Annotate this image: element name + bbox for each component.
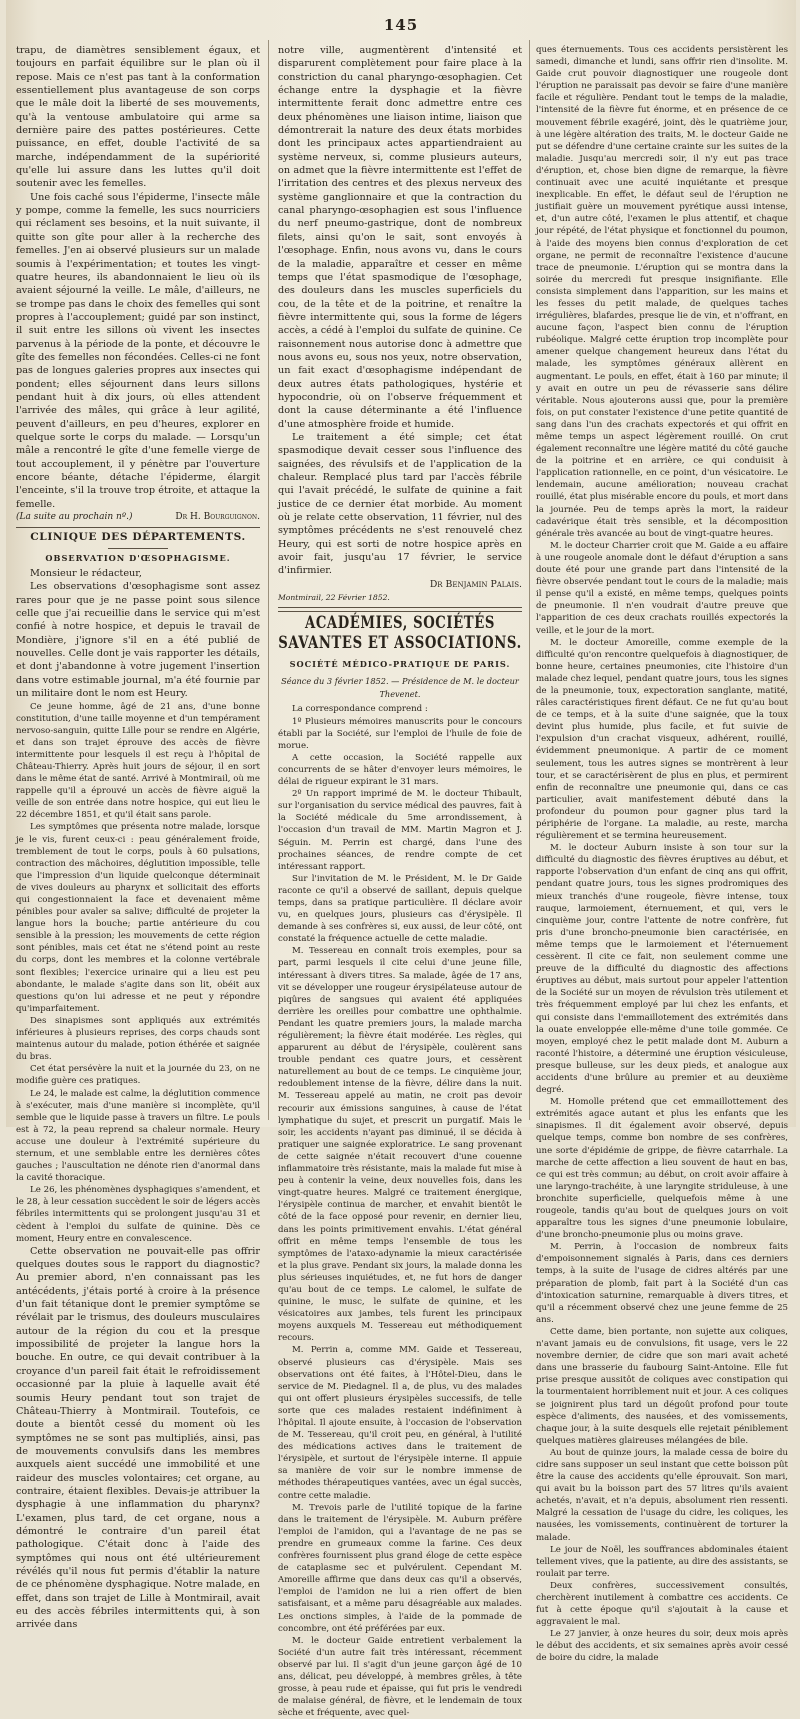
column-3 <box>536 44 788 1664</box>
dateline: Montmirail, 22 Février 1852. <box>278 593 390 603</box>
paragraph: Le jour de Noël, les souffrances abdominales étaient tellement vives, que la patiente, au dire des assistants, se roulait par terre. <box>536 1544 788 1579</box>
paragraph: Le 24, le malade est calme, la déglutition commence à s'exécuter, mais d'une manière si incomplète, qu'il semble que le liquide passe à travers un filtre. Le pouls est à 72, la peau reprend sa chaleur normale. Heury accuse une douleur à l'extrémité supérieure du sternum, et une semblable entre les dernières côtes gauches ; l'auscultation ne dénote rien d'anormal dans la cavité thoracique. <box>16 1088 260 1184</box>
paragraph: M. Trevois parle de l'utilité topique de la farine dans le traitement de l'érysipèle. M. Auburn préfère l'emploi de l'amidon, qui a l'avantage de ne pas se prendre en grumeaux comme la farine. Ces deux confrères fournissent plus grand éloge de cette espèce de cataplasme sec et pulvérulent. Cependant M. Amoreille affirme que dans deux cas qu'il a observés, l'emploi de l'amidon ne lui a rien offert de bien satisfaisant, et a même paru désagréable aux malades. Les onctions simples, à l'aide de la pommade de concombre, ont été préférées par eux. <box>278 1502 522 1634</box>
paragraph: La correspondance comprend : <box>292 704 428 715</box>
author-signature: Dr Benjamin Palais. <box>429 578 522 590</box>
paragraph: Sur l'invitation de M. le Président, M. le Dr Gaide raconte ce qu'il a observé de saillant, depuis quelque temps, dans sa pratique particulière. Il déclare avoir vu, en quelques jours, plusieurs cas d'érysipèle. Il demande à ses confrères si, eux aussi, de leur côté, ont constaté la fréquence actuelle de cette maladie. <box>278 873 522 945</box>
paragraph: M. Perrin, à l'occasion de nombreux faits d'empoisonnement signalés à Paris, dans ces derniers temps, à la suite de l'usage de cidres altérés par une préparation de plomb, fait part à la Société d'un cas d'intoxication saturnine, remarquable à divers titres, et qu'il a récemment observé chez une jeune femme de 25 ans. <box>536 1242 788 1325</box>
column-1 <box>16 44 260 1631</box>
paragraph: Les symptômes que présenta notre malade, lorsque je le vis, furent ceux-ci : peau généralement froide, tremblement de tout le corps, pouls à 60 pulsations, contraction des mâchoires, déglutition impossible, telle que l'impression d'un liquide quelconque déterminait de vives douleurs au pharynx et sollicitait des efforts qui congestionnaient la face et devenaient même pénibles pour avaler sa salive; difficulté de projeter la langue hors la bouche; partie antérieure du cou sensible à la pression; les mouvements de cette région sont pénibles, mais cet état ne s'étend point au reste du corps, dont les membres et la colonne vertébrale sont flexibles; l'exercice urinaire qui a lieu est peu abondante, le malade s'agite dans son lit, obéit aux questions qu'on lui adresse et ne peut y répondre qu'imparfaitement. <box>16 822 260 1014</box>
paragraph: M. le docteur Amoreille, comme exemple de la difficulté qu'on rencontre quelquefois à diagnostiquer, de bonne heure, certaines pneumonies, cite l'histoire d'un malade chez lequel, pendant quatre jours, tous les signes de la pneumonie, toux, expectoration sanglante, matité, râles caractéristiques firent défaut. Ce ne fut qu'au bout de ce temps, et à la suite d'une saignée, que la toux devint plus humide, plus facile, et fut suivie de l'expulsion d'un crachat visqueux, adhérent, rouillé, évidemment pneumonique. A partir de ce moment seulement, tous les autres signes se montrèrent à leur tour, et se caractérisèrent de plus en plus, et permirent enfin de reconnaître une pneumonie qui, dans ce cas particulier, avait manifestement débuté dans la profondeur du poumon pour gagner plus tard la périphérie de l'organe. La maladie, au reste, marcha régulièrement et se termina heureusement. <box>536 637 788 842</box>
paragraph: Le traitement a été simple; cet état spasmodique devait cesser sous l'influence des saignées, des révulsifs et de l'application de la chaleur. Remplacé plus tard par l'accès fébrile qui l'avait précédé, le sulfate de quinine a fait justice de ce dernier état morbide. Au moment où je relate cette observation, 11 février, nul des symptômes précédents ne s'est renouvelé chez Heury, qui est sorti de notre hospice après en avoir fait, jusqu'au 17 février, le service d'infirmier. <box>278 431 522 577</box>
paragraph: Des sinapismes sont appliqués aux extrémités inférieures à plusieurs reprises, des corps chauds sont maintenus autour du malade, potion éthérée et saignée du bras. <box>16 1015 260 1063</box>
paragraph: Cette dame, bien portante, non sujette aux coliques, n'avant jamais eu de convulsions, fit usage, vers le 22 novembre dernier, de cidre que son mari avait acheté dans une brasserie du faubourg Saint-Antoine. Elle fut prise presque aussitôt de coliques avec constipation qui la tourmentaient horriblement nuit et jour. A ces coliques se joignirent plus tard un dégoût profond pour toute espèce d'aliments, des nausées, et des vomissements, chaque jour, à la suite desquels elle rejetait péniblement quelques matières glaireuses mélangées de bile. <box>536 1326 788 1446</box>
page-number: 145 <box>383 16 419 34</box>
paragraph: Le 27 janvier, à onze heures du soir, deux mois après le début des accidents, et six semaines après avoir cessé de boire du cidre, la malade <box>536 1629 788 1664</box>
salutation: Monsieur le rédacteur, <box>30 568 142 580</box>
paragraph: M. Perrin a, comme MM. Gaide et Tessereau, observé plusieurs cas d'érysipèle. Mais ses observations ont été faites, à l'Hôtel-Dieu, dans le service de M. Piedagnel. Il a, de plus, vu des malades qui ont offert plusieurs érysipèles successifs, de telle sorte que ces malades restaient indéfiniment à l'hôpital. Il ajoute ensuite, à l'occasion de l'observation de M. Tessereau, qu'il croit peu, en général, à l'utilité des médications actives dans le traitement de l'érysipèle, et surtout de l'érysipèle interne. Il appuie sa manière de voir sur le nombre immense de méthodes thérapeutiques vantées, avec un égal succès, contre cette maladie. <box>278 1345 522 1501</box>
paragraph: M. Tessereau en connaît trois exemples, pour sa part, parmi lesquels il cite celui d'une jeune fille, intéressant à divers titres. Sa malade, âgée de 17 ans, vit se développer une rougeur érysipélateuse autour de piqûres de sangsues qui avaient été appliquées derrière les oreilles pour combattre une ophthalmie. Pendant les quatre premiers jours, la malade marcha régulièrement; la fièvre était modérée. Les règles, qui apparurent au début de l'érysipèle, coulèrent sans trouble pendant ces quatre jours, et cessèrent naturellement au bout de ce temps. Le cinquième jour, redoublement intense de la fièvre, délire dans la nuit. M. Tessereau appelé au matin, ne croit pas devoir recourir aux émissions sanguines, à cause de l'état lymphatique du sujet, et prescrit un purgatif. Mais le soir, les accidents n'ayant pas diminué, il se décida à pratiquer une saignée exploratrice. Le sang provenant de cette saignée n'était recouvert d'une couenne inflammatoire très résistante, mais la malade fut mise à peu à contenir la veine, deux nouvelles fois, dans les vingt-quatre heures. Malgré ce traitement énergique, l'érysipèle continua de marcher, et envahit bientôt le côté de la face opposé pour revenir, en dernier lieu, dans les points primitivement envahis. L'état général offrit en même temps l'ensemble de tous les symptômes de l'ataxo-adynamie la mieux caractérisée et la plus grave. Pendant six jours, la malade donna les plus sérieuses inquiétudes, et, ne fut hors de danger qu'au bout de ce temps. Le calomel, le sulfate de quinine, le musc, le sulfate de quinine, et les vésicatoires aux jambes, tels furent les principaux moyens auxquels M. Tessereau eut méthodiquement recours. <box>278 946 522 1344</box>
paragraph: M. le docteur Gaide entretient verbalement la Société d'un autre fait très intéressant, récemment observé par lui. Il s'agit d'un jeune garçon âgé de 10 ans, délicat, peu développé, à membres grêles, à tête grosse, à peau rude et épaisse, qui fut pris le vendredi de malaise général, de fièvre, et le lendemain de toux sèche et fréquente, avec quel- <box>278 1635 522 1719</box>
paragraph: M. Homolle prétend que cet emmaillottement des extrémités agace autant et plus les enfants que les sinapismes. Il dit également avoir observé, depuis quelque temps, comme bon nombre de ses confrères, une sorte d'épidémie de grippe, de fièvre catarrhale. La marche de cette affection a lieu souvent de haut en bas, ce qui est très commun; au début, on croit avoir affaire à une laryngo-trachéite, à une laryngite striduleuse, à une bronchite superficielle, quelquefois même à une rougeole, tandis qu'au bout de quelques jours on voit apparaître tous les signes d'une pneumonie lobulaire, d'une broncho-pneumonie plus ou moins grave. <box>536 1097 788 1241</box>
section-title: ACADÉMIES, SOCIÉTÉS SAVANTES ET ASSOCIATIONS. <box>278 614 522 654</box>
continued-note: (La suite au prochain nº.) <box>16 512 133 523</box>
paragraph: Deux confrères, successivement consultés, cherchèrent inutilement à combattre ces accidents. Ce fut à cette époque qu'il s'ajoutait à la cause et aggravaient le mal. <box>536 1580 788 1628</box>
subsection-title: OBSERVATION D'ŒSOPHAGISME. <box>45 552 231 563</box>
paragraph: trapu, de diamètres sensiblement égaux, et toujours en parfait équilibre sur le plan où il repose. Mais ce n'est pas tant à la conformation essentiellement plus avantageuse de son corps que le mâle doit la liberté de ses mouvements, qu'à la ventouse ambulatoire qui arme sa dernière paire des pattes postérieures. Cette puissance, en effet, double l'activité de sa marche, indépendamment de la supériorité qu'elle lui assure dans les luttes qu'il doit soutenir avec les femelles. <box>16 45 260 190</box>
paragraph: notre ville, augmentèrent d'intensité et disparurent complètement pour faire place à la constriction du canal pharyngo-œsophagien. Cet échange entre la dysphagie et la fièvre intermittente ferait donc admettre entre ces deux phénomènes une liaison intime, liaison que démontrerait la nature des deux états morbides dont les principaux actes appartiendraient au système nerveux, si, comme plusieurs auteurs, on admet que la fièvre intermittente est l'effet de l'irritation des centres et des plexus nerveux des système ganglionnaire et que la contraction du canal pharyngo-œsophagien est sous l'influence du nerf pneumo-gastrique, dont de nombreux filets, ainsi qu'on le sait, sont envoyés à l'œsophage. Enfin, nous avons vu, dans le cours de la maladie, apparaître et cesser en même temps que l'état spasmodique de l'œsophage, des douleurs dans les muscles superficiels du cou, de la tête et de la poitrine, et renaître la fièvre intermittente qui, sous la forme de légers accès, a cédé à l'emploi du sulfate de quinine. Ce raisonnement nous autorise donc à admettre que nous avons eu, sous nos yeux, notre observation, un fait exact d'œsophagisme indépendant de deux autres états pathologiques, hystérie et hypocondrie, où on l'observe fréquemment et dont la cause déterminante a été l'influence d'une atmosphère froide et humide. <box>278 45 522 430</box>
author-signature: Dr H. Bourguignon. <box>175 512 260 523</box>
paragraph: Une fois caché sous l'épiderme, l'insecte mâle y pompe, comme la femelle, les sucs nourriciers qui réclament ses besoins, et la nuit suivante, il quitte son gîte pour aller à la recherche des femelles. J'en ai observé plusieurs sur un malade soumis à l'expérimentation; et toutes les vingt-quatre heures, ils abandonnaient le lieu où ils avaient séjourné la veille. Le mâle, d'ailleurs, ne se trompe pas dans le choix des femelles qui sont propres à l'accouplement; guidé par son instinct, il suit entre les sillons où vivent les insectes parvenus à la période de la ponte, et découvre le gîte des femelles non fécondées. Celles-ci ne font pas de longues galeries propres aux insectes qui pondent; elles séjournent dans leurs sillons pendant huit à dix jours, où elles attendent l'arrivée des mâles, qui grâce à leur agilité, peuvent d'ailleurs, en peu d'heures, explorer en quelque sorte le corps du malade. — Lorsqu'un mâle a rencontré le gîte d'une femelle vierge de tout accouplement, il y pénètre par l'ouverture encore béante, détache l'épiderme, élargit l'enceinte, s'il la trouve trop étroite, et attaque la femelle. <box>16 191 260 510</box>
paragraph: Cet état persévère la nuit et la journée du 23, on ne modifie guère ces pratiques. <box>16 1064 260 1087</box>
divider <box>16 527 260 528</box>
paragraph: Cette observation ne pouvait-elle pas offrir quelques doutes sous le rapport du diagnostic? Au premier abord, n'en connaissant pas les antécédents, j'étais porté à croire à la présence d'un fait tétanique dont le premier symptôme se révélait par le trismus, des douleurs musculaires autour de la région du cou et la presque impossibilité de projeter la langue hors la bouche. En outre, ce qui devait contribuer à la croyance d'un pareil fait était le refroidissement occasionné par la pluie à laquelle avait été soumis Heury pendant tout son trajet de Château-Thierry à Montmirail. Toutefois, ce doute a bientôt cessé du moment où les symptômes ne se sont pas multipliés, ainsi, pas de mouvements convulsifs dans les membres auxquels aient succédé une immobilité et une raideur des muscles volontaires; cet organe, au contraire, étaient flexibles. Devais-je attribuer la dysphagie à une inflammation du pharynx? L'examen, plus tard, de cet organe, nous a démontré le contraire d'un pareil état pathologique. C'était donc à l'aide des symptômes qui nous ont été ultérieurement révélés qu'il nous fut permis d'établir la nature de ce phénomène dysphagique. Notre malade, en effet, dans son trajet de Lille à Montmirail, avait eu des accès fébriles intermittents qui, à son arrivée dans <box>16 1245 260 1631</box>
paragraph: M. le docteur Charrier croit que M. Gaide a eu affaire à une rougeole anomale dont le défaut d'éruption a sans doute été pour une grande part dans l'intensité de la fièvre observée pendant tout le cours de la maladie; mais il pense qu'il a existé, en même temps, quelques points de pneumonie. Il n'en voudrait d'autre preuve que l'apparition de ces deux crachats rouillés expectorés la veille, et le jour de la mort. <box>536 540 788 636</box>
paragraph: 1º Plusieurs mémoires manuscrits pour le concours établi par la Société, sur l'emploi de l'huile de foie de morue. <box>278 716 522 751</box>
newspaper-page <box>6 0 796 1719</box>
paragraph: M. le docteur Auburn insiste à son tour sur la difficulté du diagnostic des fièvres éruptives au début, et rapporte l'observation d'un enfant de cinq ans qui offrit, pendant quatre jours, tous les signes prodromiques des mieux tranchés d'une rougeole, fièvre intense, toux rauque, larmoiement, éternuement, et qui, vers le cinquième jour, contre l'attente de notre confrère, fut pris d'une broncho-pneumonie bien caractérisée, en même temps que le larmoiement et l'éternuement cessèrent. Il cite ce fait, non seulement comme une preuve de la difficulté du diagnostic des affections éruptives au début, mais surtout pour appeler l'attention de la Société sur un moyen de révulsion très utilement et très fréquemment employé par lui chez les enfants, et qui consiste dans l'emmaillotement des extrémités dans la ouate enveloppée elle-même d'une toile gommée. Ce moyen, employé chez le petit malade dont M. Auburn a raconté l'histoire, a déterminé une éruption vésiculeuse, presque bulleuse, sur les deux pieds, et analogue aux accidents d'une brûlure au premier et au deuxième degré. <box>536 843 788 1096</box>
column-rule <box>268 40 269 1120</box>
continuation-line <box>16 511 260 524</box>
column-rule <box>529 40 530 1120</box>
paragraph: Le 26, les phénomènes dysphagiques s'amendent, et le 28, à leur cessation succèdent le soir de légers accès fébriles intermittents qui se prolongent jusqu'au 31 et cèdent à l'emploi du sulfate de quinine. Dès ce moment, Heury entre en convalescence. <box>16 1185 260 1244</box>
subsection-title: SOCIÉTÉ MÉDICO-PRATIQUE DE PARIS. <box>289 659 511 670</box>
paragraph: ques éternuements. Tous ces accidents persistèrent les samedi, dimanche et lundi, sans offrir rien d'insolite. M. Gaide crut pouvoir diagnostiquer une rougeole dont l'éruption ne paraissait pas devoir se faire d'une manière facile et régulière. Pendant tout le temps de la maladie, l'intensité de la fièvre fut énorme, et en présence de ce mouvement fébrile exagéré, joint, dès le quatrième jour, à une légère altération des traits, M. le docteur Gaide ne put se défendre d'une certaine crainte sur les suites de la maladie. Jusqu'au mercredi soir, il n'y eut pas trace d'éruption, et, chose bien digne de remarque, la fièvre continuait avec une acuité inquiétante et presque inexplicable. En effet, le défaut seul de l'éruption ne justifiait guère un mouvement pyrétique aussi intense, et, d'un autre côté, l'examen le plus attentif, et chaque jour répété, de l'état physique et fonctionnel du poumon, à l'aide des moyens bien connus d'exploration de cet organe, ne permit de reconnaître l'existence d'aucune trace de pneumonie. L'éruption qui se montra dans la soirée du mercredi fut presque insignifiante. Elle consista simplement dans l'apparition, sur les mains et les fesses du petit malade, de quelques taches irrégulières, blafardes, presque lie de vin, et n'offrant, en aucune façon, l'aspect bien connu de l'éruption rubéolique. Malgré cette éruption trop incomplète pour amener quelque changement heureux dans l'état du malade, les symptômes généraux allèrent en augmentant. Le pouls, en effet, était à 160 par minute; il y avait en outre un peu de révasserie sans délire véritable. Nous ajouterons aussi que, pour la première fois, on put constater l'existence d'une petite quantité de sang dans l'un des crachats expectorés et qui offrit en même temps un aspect légèrement rouillé. On crut également reconnaître une légère matité du côté gauche de la poitrine et en arrière, ce qui conduisit à l'application rationnelle, en ce point, d'un vésicatoire. Le lendemain, aucune amélioration; nouveau crachat rouillé, état plus misérable encore du pouls, et mort dans la journée. Peu de temps après la mort, la raideur cadavérique était très sensible, et la décomposition générale très avancée au bout de vingt-quatre heures. <box>536 45 788 539</box>
paragraph: A cette occasion, la Société rappelle aux concurrents de se hâter d'envoyer leurs mémoires, le délai de rigueur expirant le 31 mars. <box>278 752 522 788</box>
paragraph: Ce jeune homme, âgé de 21 ans, d'une bonne constitution, d'une taille moyenne et d'un tempérament nervoso-sanguin, quitte Lille pour se rendre en Algérie, et dans son trajet éprouve des accès de fièvre intermittente pour lesquels il est reçu à l'hôpital de Château-Thierry. Après huit jours de séjour, il en sort dans le même état de santé. Arrivé à Montmirail, où me rappelle qu'il a éprouvé un accès de fièvre aiguë la veille de son entrée dans notre hospice, qui eut lieu le 22 décembre 1851, et qu'il était sans parole. <box>16 701 260 821</box>
section-title: CLINIQUE DES DÉPARTEMENTS. <box>30 531 246 544</box>
divider <box>108 548 168 549</box>
paragraph: Les observations d'œsophagisme sont assez rares pour que je ne passe point sous silence celle que j'ai recueillie dans le service qui m'est confié à notre hospice, et depuis le travail de Mondière, j'ignore s'il en a été publié de nouvelles. Celle dont je vais rapporter les détails, et dont j'abandonne à votre jugement l'insertion dans votre estimable journal, m'a été fournie par un militaire dont le nom est Heury. <box>16 581 260 700</box>
divider <box>278 607 522 612</box>
column-2 <box>278 44 522 1719</box>
paragraph: Au bout de quinze jours, la malade cessa de boire du cidre sans supposer un seul instant que cette boisson pût être la cause des accidents qu'elle éprouvait. Son mari, qui avait bu la boisson part des 57 litres qu'ils avaient achetés, n'avait, et n'a depuis, absolument rien ressenti. Malgré la cessation de l'usage du cidre, les coliques, les nausées, les vomissements, continuèrent de torturer la malade. <box>536 1447 788 1543</box>
paragraph: 2º Un rapport imprimé de M. le docteur Thibault, sur l'organisation du service médical des pauvres, fait à la Société médicale du 5me arrondissement, à l'occasion d'un travail de MM. Martin Magron et J. Séguin. M. Perrin est chargé, dans l'une des prochaines séances, de rendre compte de cet intéressant rapport. <box>278 789 522 872</box>
session-info: Séance du 3 février 1852. — Présidence de M. le docteur Thevenet. <box>281 675 519 700</box>
